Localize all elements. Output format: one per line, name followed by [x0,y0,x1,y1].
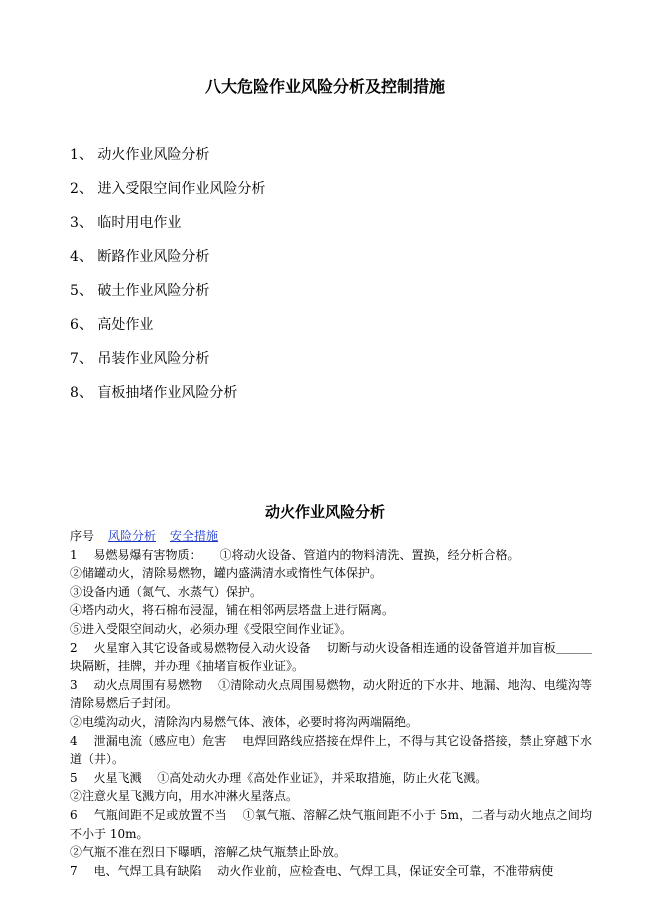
risk-analysis-link[interactable]: 风险分析 [108,529,157,543]
paragraph-line: 7 电、气焊工具有缺陷 动火作业前，应检查电、气焊工具，保证安全可靠，不准带病使 [70,863,554,878]
table-of-contents [70,145,265,417]
paragraph-line: ②注意火星飞溅方向，用水冲淋火星落点。 [70,789,299,804]
toc-item: 8、 盲板抽堵作业风险分析 [70,385,238,401]
paragraph-line: ②储罐动火，清除易燃物，罐内盛满清水或惰性气体保护。 [70,566,383,581]
document-title: 八大危险作业风险分析及控制措施 [204,77,445,96]
toc-item: 3、 临时用电作业 [70,215,182,231]
toc-item: 4、 断路作业风险分析 [70,249,210,265]
toc-item: 7、 吊装作业风险分析 [70,351,210,367]
paragraph-line: 4 泄漏电流（感应电）危害 电焊回路线应搭接在焊件上，不得与其它设备搭接，禁止穿越下水道（井）。 [70,733,592,767]
toc-item: 5、 破土作业风险分析 [70,283,210,299]
column-header-row [70,527,592,546]
paragraph-line: 6 气瓶间距不足或放置不当 ①氧气瓶、溶解乙炔气瓶间距不小于 5m，二者与动火地点之间均不小于 10m。 [70,807,592,841]
toc-item: 6、 高处作业 [70,317,154,333]
paragraph-line: ②电缆沟动火，清除沟内易燃气体、液体，必要时将沟两端隔绝。 [70,714,419,729]
section-body [70,527,592,880]
paragraph-line: ⑤进入受限空间动火，必须办理《受限空间作业证》。 [70,621,353,636]
paragraph-line: ④塔内动火，将石棉布浸湿，铺在相邻两层塔盘上进行隔离。 [70,603,395,618]
header-no: 序号 [70,529,95,543]
paragraph-line: 5 火星飞溅 ①高处动火办理《高处作业证》，并采取措施，防止火花飞溅。 [70,770,488,785]
paragraph-line: 3 动火点周围有易燃物 ①清除动火点周围易燃物，动火附近的下水井、地漏、地沟、电缆沟等清除易燃后子封闭。 [70,677,592,711]
section-title: 动火作业风险分析 [264,503,385,521]
paragraph-line: 2 火星窜入其它设备或易燃物侵入动火设备 切断与动火设备相连通的设备管道并加盲板＿＿＿块隔断，挂牌，并办理《抽堵盲板作业证》。 [70,640,592,674]
safety-measures-link[interactable]: 安全措施 [170,529,219,543]
paragraph-line: ②气瓶不准在烈日下曝晒，溶解乙炔气瓶禁止卧放。 [70,845,347,860]
paragraph-line: 1 易燃易爆有害物质： ①将动火设备、管道内的物料清洗、置换，经分析合格。 [70,547,520,562]
toc-item: 2、 进入受限空间作业风险分析 [70,181,266,197]
paragraph-line: ③设备内通（氮气、水蒸气）保护。 [70,584,263,599]
toc-item: 1、 动火作业风险分析 [70,147,210,163]
